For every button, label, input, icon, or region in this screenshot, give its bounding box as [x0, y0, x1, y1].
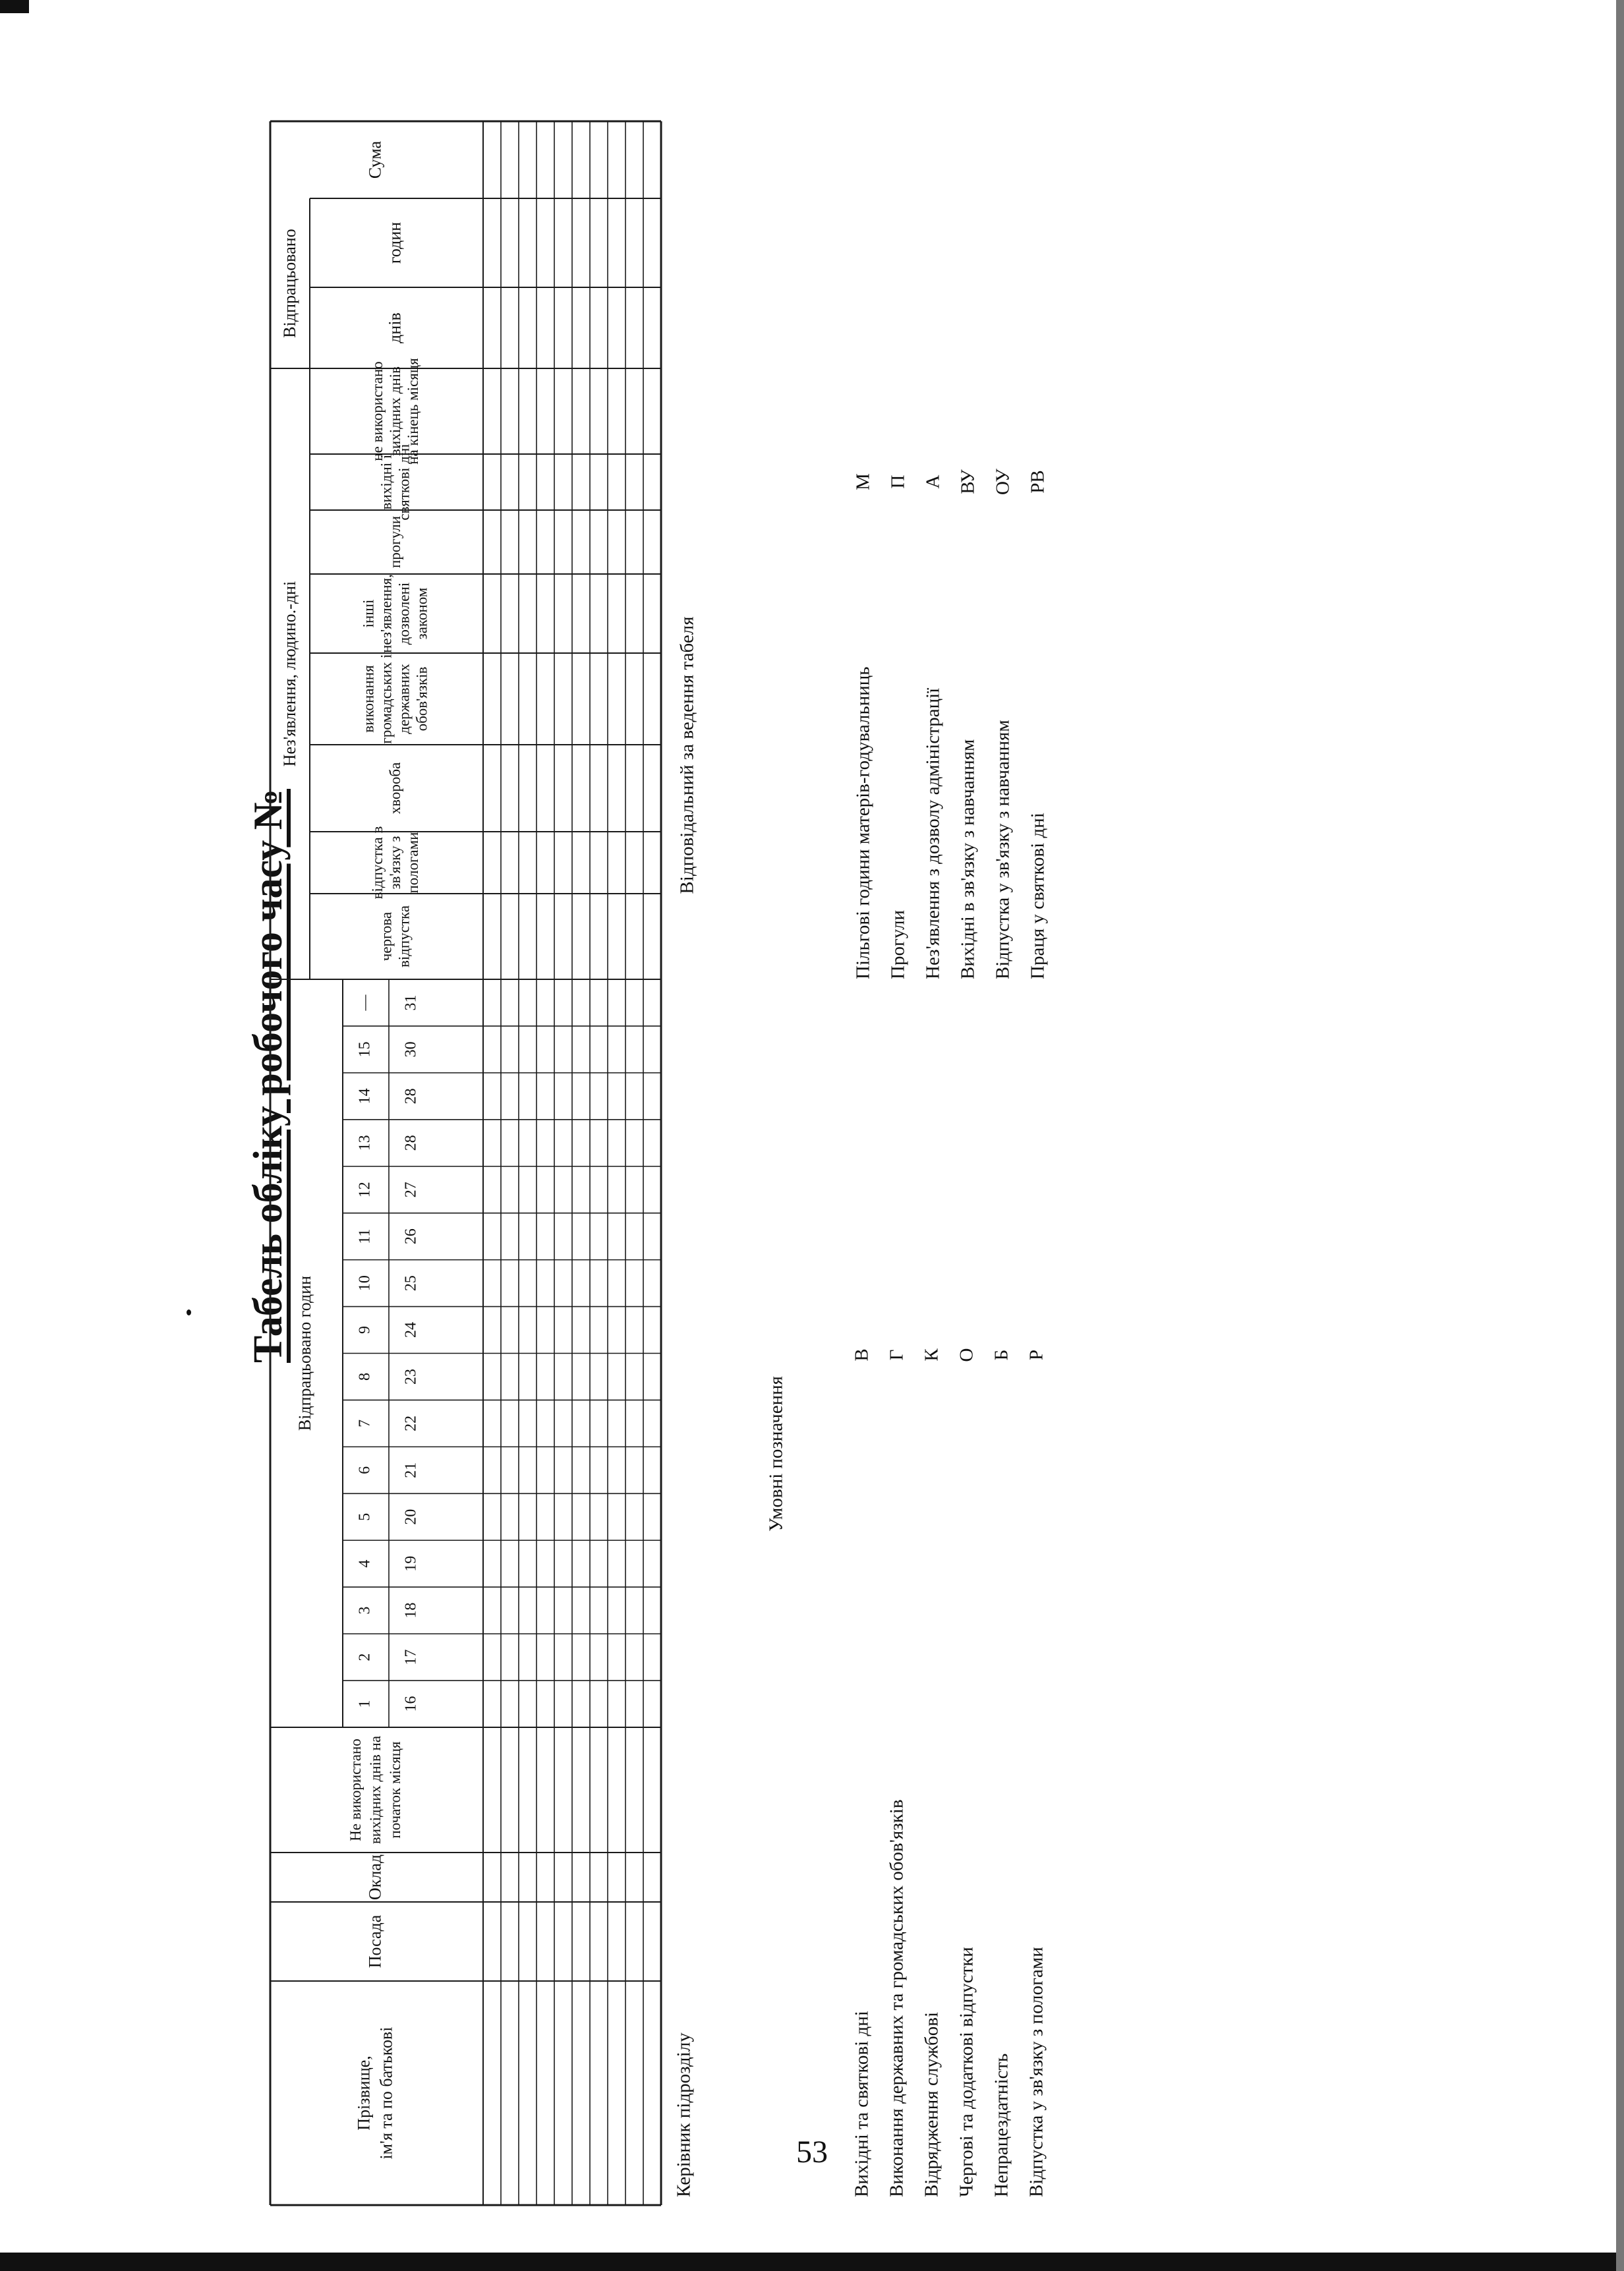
salary-column-header: Оклад	[365, 1854, 385, 1901]
legend-item-label: Вихідні в зв'язку з навчанням	[957, 739, 979, 979]
day-number-cell: 23	[402, 1368, 420, 1385]
absence-column-header: обов'язків	[413, 666, 430, 732]
legend-item-code: ОУ	[992, 469, 1014, 495]
absence-column-header: відпустка	[395, 905, 413, 968]
name-column-header: ім'я та по батькові	[376, 2027, 396, 2160]
day-number-cell: 20	[402, 1509, 420, 1525]
legend-item-label: Пільгові години матерів-годувальниць	[852, 666, 874, 979]
legend-item-code: К	[921, 1348, 942, 1362]
day-number-cell: 13	[356, 1135, 374, 1151]
legend-item-label: Вихідні та святкові дні	[851, 2011, 873, 2197]
absence-column-header: громадських і	[378, 654, 395, 744]
absence-column-header: прогули	[386, 515, 403, 569]
absence-column-header: законом	[413, 587, 430, 640]
absence-column-header: пологами	[404, 832, 421, 894]
legend-item-code: М	[852, 473, 874, 490]
absence-column-header: нез'явлення,	[378, 574, 395, 653]
day-number-cell: 9	[356, 1326, 374, 1335]
day-number-cell: 31	[402, 994, 420, 1011]
day-number-cell: 5	[356, 1512, 374, 1521]
responsible-signature-label: Відповідальний за ведення табеля	[676, 616, 698, 894]
day-number-cell: 26	[402, 1228, 420, 1245]
day-number-cell: 3	[356, 1606, 374, 1615]
legend-item-label: Відпустка у зв'язку з пологами	[1026, 1947, 1047, 2197]
day-number-cell: 21	[402, 1462, 420, 1478]
absence-column-header: святкові дні	[395, 444, 413, 521]
day-number-cell: 11	[356, 1228, 374, 1244]
day-number-cell: 8	[356, 1372, 374, 1381]
worked-days-header: днів	[385, 312, 405, 343]
unused-start-header: початок місяця	[386, 1741, 403, 1839]
legend-item-label: Непрацездатність	[991, 2053, 1012, 2197]
day-number-cell: 19	[402, 1555, 420, 1572]
absence-column-header: вихідних днів	[386, 366, 403, 456]
page-number: 53	[796, 2135, 828, 2170]
day-number-cell: 18	[402, 1602, 420, 1619]
day-number-cell: 7	[356, 1419, 374, 1427]
day-number-cell: 6	[356, 1466, 374, 1474]
sum-column-header: Сума	[365, 140, 385, 179]
head-of-unit-signature-label: Керівник підрозділу	[673, 2032, 695, 2197]
absence-column-header: на кінець місяця	[404, 358, 421, 465]
legend-item-code: А	[922, 474, 944, 489]
absence-column-header: державних	[395, 664, 413, 734]
absence-column-header: виконання	[360, 665, 377, 733]
day-number-cell: 10	[356, 1275, 374, 1292]
legend-item-label: Відрядження службові	[921, 2011, 942, 2197]
legend-item-code: Б	[991, 1349, 1012, 1361]
absence-group-header: Нез'явлення, людино.-дні	[279, 581, 299, 767]
legend-item-code: РВ	[1027, 470, 1049, 494]
name-column-header: Прізвище,	[354, 2055, 374, 2131]
day-number-cell: 1	[356, 1700, 374, 1708]
legend-item-code: Г	[886, 1349, 908, 1361]
legend-item-label: Відпустка у зв'язку з навчанням	[992, 720, 1014, 979]
absence-column-header: відпустка в	[368, 826, 386, 900]
absence-column-header: не використано	[368, 361, 386, 461]
legend-item-code: О	[956, 1348, 977, 1362]
legend-item-code: ВУ	[957, 469, 979, 494]
legend-item-code: П	[887, 474, 909, 489]
absence-column-header: інші	[360, 599, 377, 628]
worked-hours-count-header: годин	[385, 221, 405, 264]
worked-hours-header: Відпрацьовано годин	[295, 1275, 314, 1431]
day-number-cell: 24	[402, 1322, 420, 1338]
form-title: Табель обліку робочого часу №	[246, 789, 291, 1363]
day-number-cell: 27	[402, 1182, 420, 1198]
day-number-cell: 22	[402, 1415, 420, 1431]
unused-start-header: вихідних днів на	[366, 1735, 384, 1845]
day-number-cell: —	[356, 994, 374, 1011]
absence-column-header: дозволені	[395, 582, 413, 645]
legend-title: Умовні позначення	[765, 1376, 787, 1532]
day-number-cell: 16	[402, 1696, 420, 1712]
day-number-cell: 2	[356, 1653, 374, 1661]
day-number-cell: 15	[356, 1041, 374, 1058]
absence-column-header: вихідні і	[378, 454, 395, 510]
day-number-cell: 28	[402, 1135, 420, 1151]
absence-column-header: хвороба	[386, 762, 403, 815]
unused-start-header: Не використано	[347, 1739, 364, 1841]
legend-item-code: В	[851, 1348, 873, 1362]
day-number-cell: 28	[402, 1088, 420, 1105]
day-number-cell: 12	[356, 1182, 374, 1198]
worked-group-header: Відпрацьовано	[279, 229, 299, 338]
legend-item-label: Праця у святкові дні	[1027, 813, 1049, 979]
legend-item-code: Р	[1026, 1349, 1047, 1361]
day-number-cell: 4	[356, 1559, 374, 1568]
position-column-header: Посада	[365, 1914, 385, 1969]
day-number-cell: 14	[356, 1088, 374, 1105]
absence-column-header: зв'язку з	[386, 836, 403, 890]
day-number-cell: 17	[402, 1649, 420, 1665]
legend-item-label: Нез'явлення з дозволу адміністрації	[922, 687, 944, 979]
absence-column-header: чергова	[378, 911, 395, 962]
legend-item-label: Прогули	[887, 909, 909, 979]
day-number-cell: 30	[402, 1041, 420, 1058]
day-number-cell: 25	[402, 1275, 420, 1292]
legend-item-label: Чергові та додаткові відпустки	[956, 1947, 977, 2197]
legend-item-label: Виконання державних та громадських обов'язків	[886, 1799, 908, 2197]
